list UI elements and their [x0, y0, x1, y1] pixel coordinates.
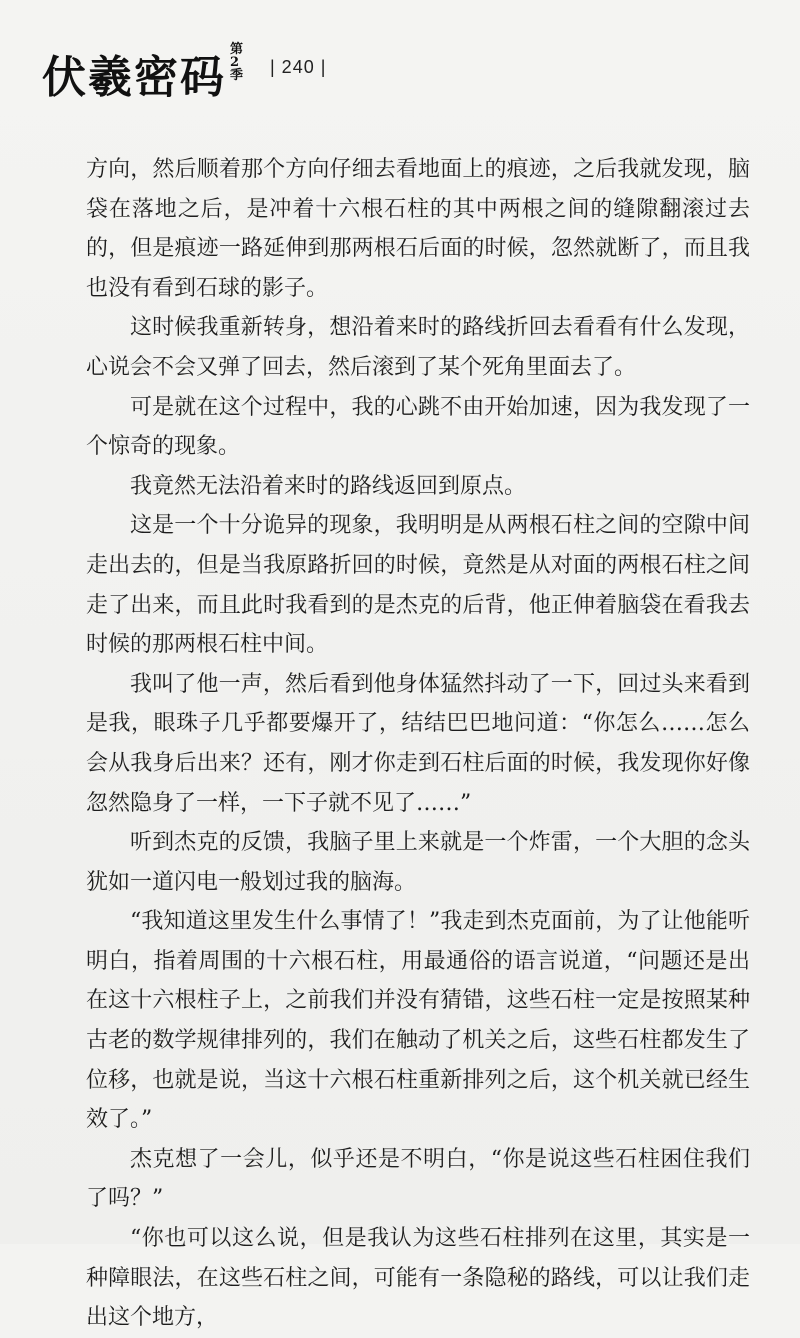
paragraph: 可是就在这个过程中，我的心跳不由开始加速，因为我发现了一个惊奇的现象。	[86, 394, 750, 460]
paragraph: “你也可以这么说，但是我认为这些石柱排列在这里，其实是一种障眼法，在这些石柱之间，可能有一条隐秘的路线，可以让我们走出这个地方，	[86, 1226, 750, 1331]
page-header	[42, 36, 327, 103]
paragraph: 杰克想了一会儿，似乎还是不明白，“你是说这些石柱困住我们了吗？”	[86, 1146, 750, 1212]
season-label: 第2季	[230, 42, 244, 83]
paragraph: “我知道这里发生什么事情了！”我走到杰克面前，为了让他能听明白，指着周围的十六根石柱，用最通俗的语言说道，“问题还是出在这十六根柱子上，之前我们并没有猜错，这些石柱一定是按照某种古老的数学规律排列的，我们在触动了机关之后，这些石柱都发生了位移，也就是说，当这十六根石柱重新排列之后，这个机关就已经生效了。”	[86, 909, 750, 1133]
page-number: | 240 |	[270, 57, 327, 77]
paragraph: 方向，然后顺着那个方向仔细去看地面上的痕迹，之后我就发现，脑袋在落地之后，是冲着十六根石柱的其中两根之间的缝隙翻滚过去的，但是痕迹一路延伸到那两根石后面的时候，忽然就断了，而且我也没有看到石球的影子。	[86, 157, 750, 301]
paragraph: 这是一个十分诡异的现象，我明明是从两根石柱之间的空隙中间走出去的，但是当我原路折回的时候，竟然是从对面的两根石柱之间走了出来，而且此时我看到的是杰克的后背，他正伸着脑袋在看我去时候的那两根石柱中间。	[86, 513, 750, 658]
paragraph: 听到杰克的反馈，我脑子里上来就是一个炸雷，一个大胆的念头犹如一道闪电一般划过我的脑海。	[86, 830, 750, 895]
body-text	[86, 150, 750, 1338]
paragraph: 我竟然无法沿着来时的路线返回到原点。	[130, 473, 527, 499]
book-title: 伏羲密码	[42, 52, 226, 103]
paragraph: 我叫了他一声，然后看到他身体猛然抖动了一下，回过头来看到是我，眼珠子几乎都要爆开了，结结巴巴地问道：“你怎么……怎么会从我身后出来？还有，刚才你走到石柱后面的时候，我发现你好像忽然隐身了一样，一下子就不见了……”	[86, 671, 750, 816]
paragraph: 这时候我重新转身，想沿着来时的路线折回去看看有什么发现，心说会不会又弹了回去，然后滚到了某个死角里面去了。	[86, 315, 750, 380]
